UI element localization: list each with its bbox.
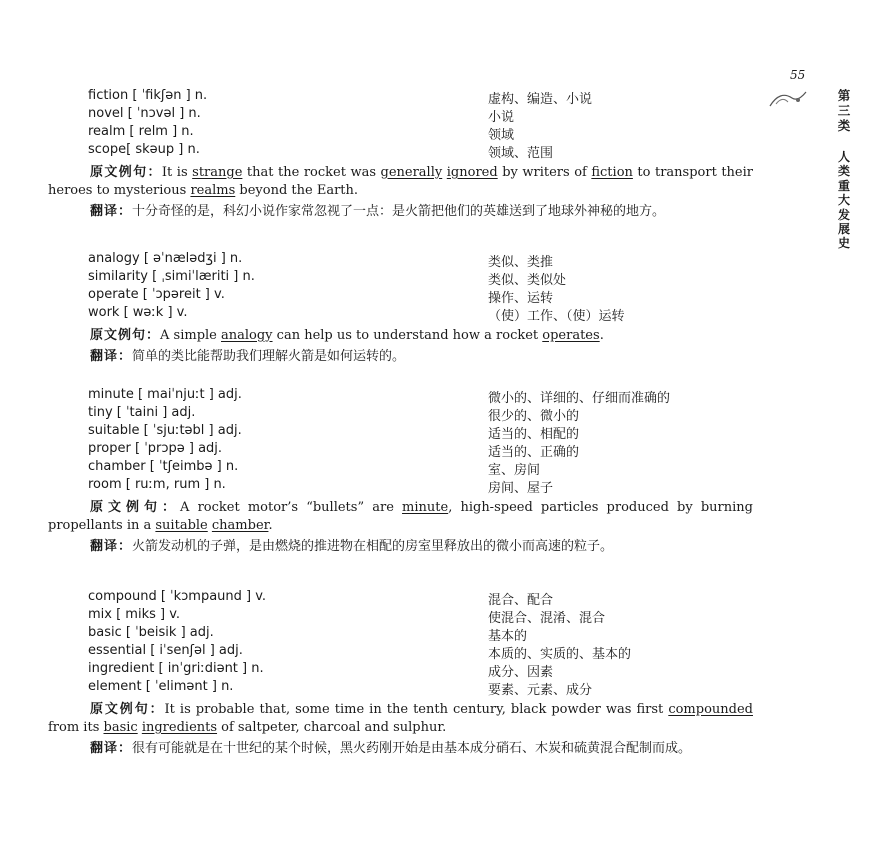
sentence-text: , high-speed particles produced by burning propellants in a (48, 500, 753, 533)
vocab-meaning: 基本的 (488, 629, 528, 644)
sentence-text: of saltpeter, charcoal and sulphur. (217, 720, 447, 735)
example-sentence (48, 164, 753, 200)
vocab-section (48, 387, 753, 556)
vocab-word: essential [ iˈsenʃəl ] adj. (88, 643, 243, 658)
vocab-row (48, 459, 753, 477)
chapter-title: 人类重大发展史 (837, 150, 850, 251)
underlined-keyword: generally (380, 165, 443, 180)
sentence-text: . (268, 518, 273, 533)
underlined-keyword: analogy (221, 328, 273, 343)
underlined-keyword: compounded (668, 702, 753, 717)
vocab-word: analogy [ əˈnælədʒi ] n. (88, 251, 243, 266)
vocab-word: minute [ maiˈnjuːt ] adj. (88, 387, 242, 402)
underlined-keyword: operates (542, 328, 600, 343)
vocab-word: compound [ ˈkɔmpaund ] v. (88, 589, 267, 604)
sentence-text: . (599, 328, 604, 343)
vocab-section (48, 251, 753, 366)
vocab-row (48, 441, 753, 459)
translation-text: 十分奇怪的是，科幻小说作家常忽视了一点：是火箭把他们的英雄送到了地球外神秘的地方。 (132, 204, 666, 219)
vocab-meaning: 类似、类推 (488, 255, 554, 270)
underlined-keyword: basic (103, 720, 138, 735)
example-label: 原文例句： (90, 500, 181, 515)
vocab-word: scope[ skəup ] n. (88, 142, 200, 157)
translation-label: 翻译： (90, 349, 133, 364)
translation (48, 538, 753, 556)
vocab-word: realm [ relm ] n. (88, 124, 194, 139)
sentence-text: A simple (160, 328, 221, 343)
translation-label: 翻译： (90, 204, 133, 219)
sentence-text: by writers of (497, 165, 592, 180)
example-sentence (48, 327, 753, 345)
underlined-keyword: strange (192, 165, 243, 180)
vocab-word: mix [ miks ] v. (88, 607, 181, 622)
underlined-keyword: realms (190, 183, 236, 198)
vocab-word: room [ ruːm, rum ] n. (88, 477, 226, 492)
sentence-text: to transport their heroes to mysterious (48, 165, 753, 198)
example-label: 原文例句： (90, 328, 161, 343)
translation (48, 348, 753, 366)
translation-text: 很有可能就是在十世纪的某个时候，黑火药刚开始是由基本成分硝石、木炭和硫黄混合配制而成。 (132, 741, 692, 756)
vocab-row (48, 251, 753, 269)
vocab-row (48, 88, 753, 106)
vocab-row (48, 661, 753, 679)
vocab-word: operate [ ˈɔpəreit ] v. (88, 287, 225, 302)
vocab-row (48, 607, 753, 625)
decorative-flourish-icon (768, 86, 808, 112)
sentence-text: It is probable that, some time in the tenth century, black powder was first (164, 702, 669, 717)
example-label: 原文例句： (90, 165, 162, 180)
vocab-word: proper [ ˈprɔpə ] adj. (88, 441, 223, 456)
example-sentence (48, 499, 753, 535)
vocab-word: similarity [ ˌsimiˈlæriti ] n. (88, 269, 255, 284)
vocab-meaning: （使）工作、（使）运转 (488, 309, 625, 324)
chapter-label: 第三类 (837, 88, 851, 133)
underlined-keyword: chamber (211, 518, 269, 533)
vocab-word: tiny [ ˈtaini ] adj. (88, 405, 196, 420)
vocab-meaning: 使混合、混淆、混合 (488, 611, 606, 626)
vocab-row (48, 477, 753, 495)
vocab-list (48, 387, 753, 495)
vocab-row (48, 269, 753, 287)
sentence-text: It is (161, 165, 193, 180)
vocab-meaning: 虚构、编造、小说 (488, 92, 593, 107)
sentence-text: beyond the Earth. (235, 183, 359, 198)
vocab-meaning: 本质的、实质的、基本的 (488, 647, 632, 662)
vocab-row (48, 305, 753, 323)
vocab-section (48, 88, 753, 221)
underlined-keyword: fiction (591, 165, 633, 180)
underlined-keyword: ingredients (141, 720, 218, 735)
vocab-meaning: 适当的、正确的 (488, 445, 580, 460)
vocab-row (48, 423, 753, 441)
vocab-meaning: 混合、配合 (488, 593, 554, 608)
vocab-row (48, 643, 753, 661)
vocab-list (48, 88, 753, 160)
example-label: 原文例句： (90, 702, 165, 717)
vocab-meaning: 微小的、详细的、仔细而准确的 (488, 391, 671, 406)
vocab-word: work [ wəːk ] v. (88, 305, 188, 320)
sentence-text: A rocket motor’s “bullets” are (180, 500, 403, 515)
vocab-row (48, 589, 753, 607)
sentence-text: can help us to understand how a rocket (272, 328, 543, 343)
translation-text: 简单的类比能帮助我们理解火箭是如何运转的。 (132, 349, 406, 364)
vocab-row (48, 106, 753, 124)
vocab-meaning: 房间、屋子 (488, 481, 554, 496)
translation (48, 740, 753, 758)
page-number: 55 (790, 68, 806, 82)
vocab-row (48, 679, 753, 697)
vocab-meaning: 小说 (488, 110, 515, 125)
vocab-row (48, 287, 753, 305)
vocab-word: fiction [ ˈfikʃən ] n. (88, 88, 208, 103)
example-sentence (48, 701, 753, 737)
vocab-row (48, 405, 753, 423)
underlined-keyword: minute (402, 500, 449, 515)
sentence-text: from its (48, 720, 104, 735)
vocab-meaning: 要素、元素、成分 (488, 683, 593, 698)
vocab-row (48, 387, 753, 405)
vocab-row (48, 625, 753, 643)
translation-text: 火箭发动机的子弹，是由燃烧的推进物在相配的房室里释放出的微小而高速的粒子。 (132, 539, 614, 554)
vocab-meaning: 类似、类似处 (488, 273, 567, 288)
translation-label: 翻译： (90, 741, 133, 756)
underlined-keyword: suitable (155, 518, 208, 533)
translation-label: 翻译： (90, 539, 133, 554)
vocab-meaning: 领域、范围 (488, 146, 554, 161)
underlined-keyword: ignored (446, 165, 498, 180)
vocab-meaning: 成分、因素 (488, 665, 554, 680)
vocab-meaning: 适当的、相配的 (488, 427, 580, 442)
vocab-meaning: 室、房间 (488, 463, 541, 478)
vocab-list (48, 251, 753, 323)
vocab-meaning: 操作、运转 (488, 291, 554, 306)
translation (48, 203, 753, 221)
vocab-meaning: 很少的、微小的 (488, 409, 580, 424)
vocab-section (48, 589, 753, 758)
vocab-row (48, 142, 753, 160)
sentence-text: that the rocket was (242, 165, 381, 180)
vocab-word: novel [ ˈnɔvəl ] n. (88, 106, 201, 121)
vocab-word: ingredient [ inˈgriːdiənt ] n. (88, 661, 264, 676)
vocab-word: element [ ˈelimənt ] n. (88, 679, 234, 694)
vocab-word: chamber [ ˈtʃeimbə ] n. (88, 459, 239, 474)
vocab-list (48, 589, 753, 697)
vocab-word: basic [ ˈbeisik ] adj. (88, 625, 214, 640)
vocab-word: suitable [ ˈsjuːtəbl ] adj. (88, 423, 242, 438)
vocab-row (48, 124, 753, 142)
vocab-meaning: 领域 (488, 128, 515, 143)
